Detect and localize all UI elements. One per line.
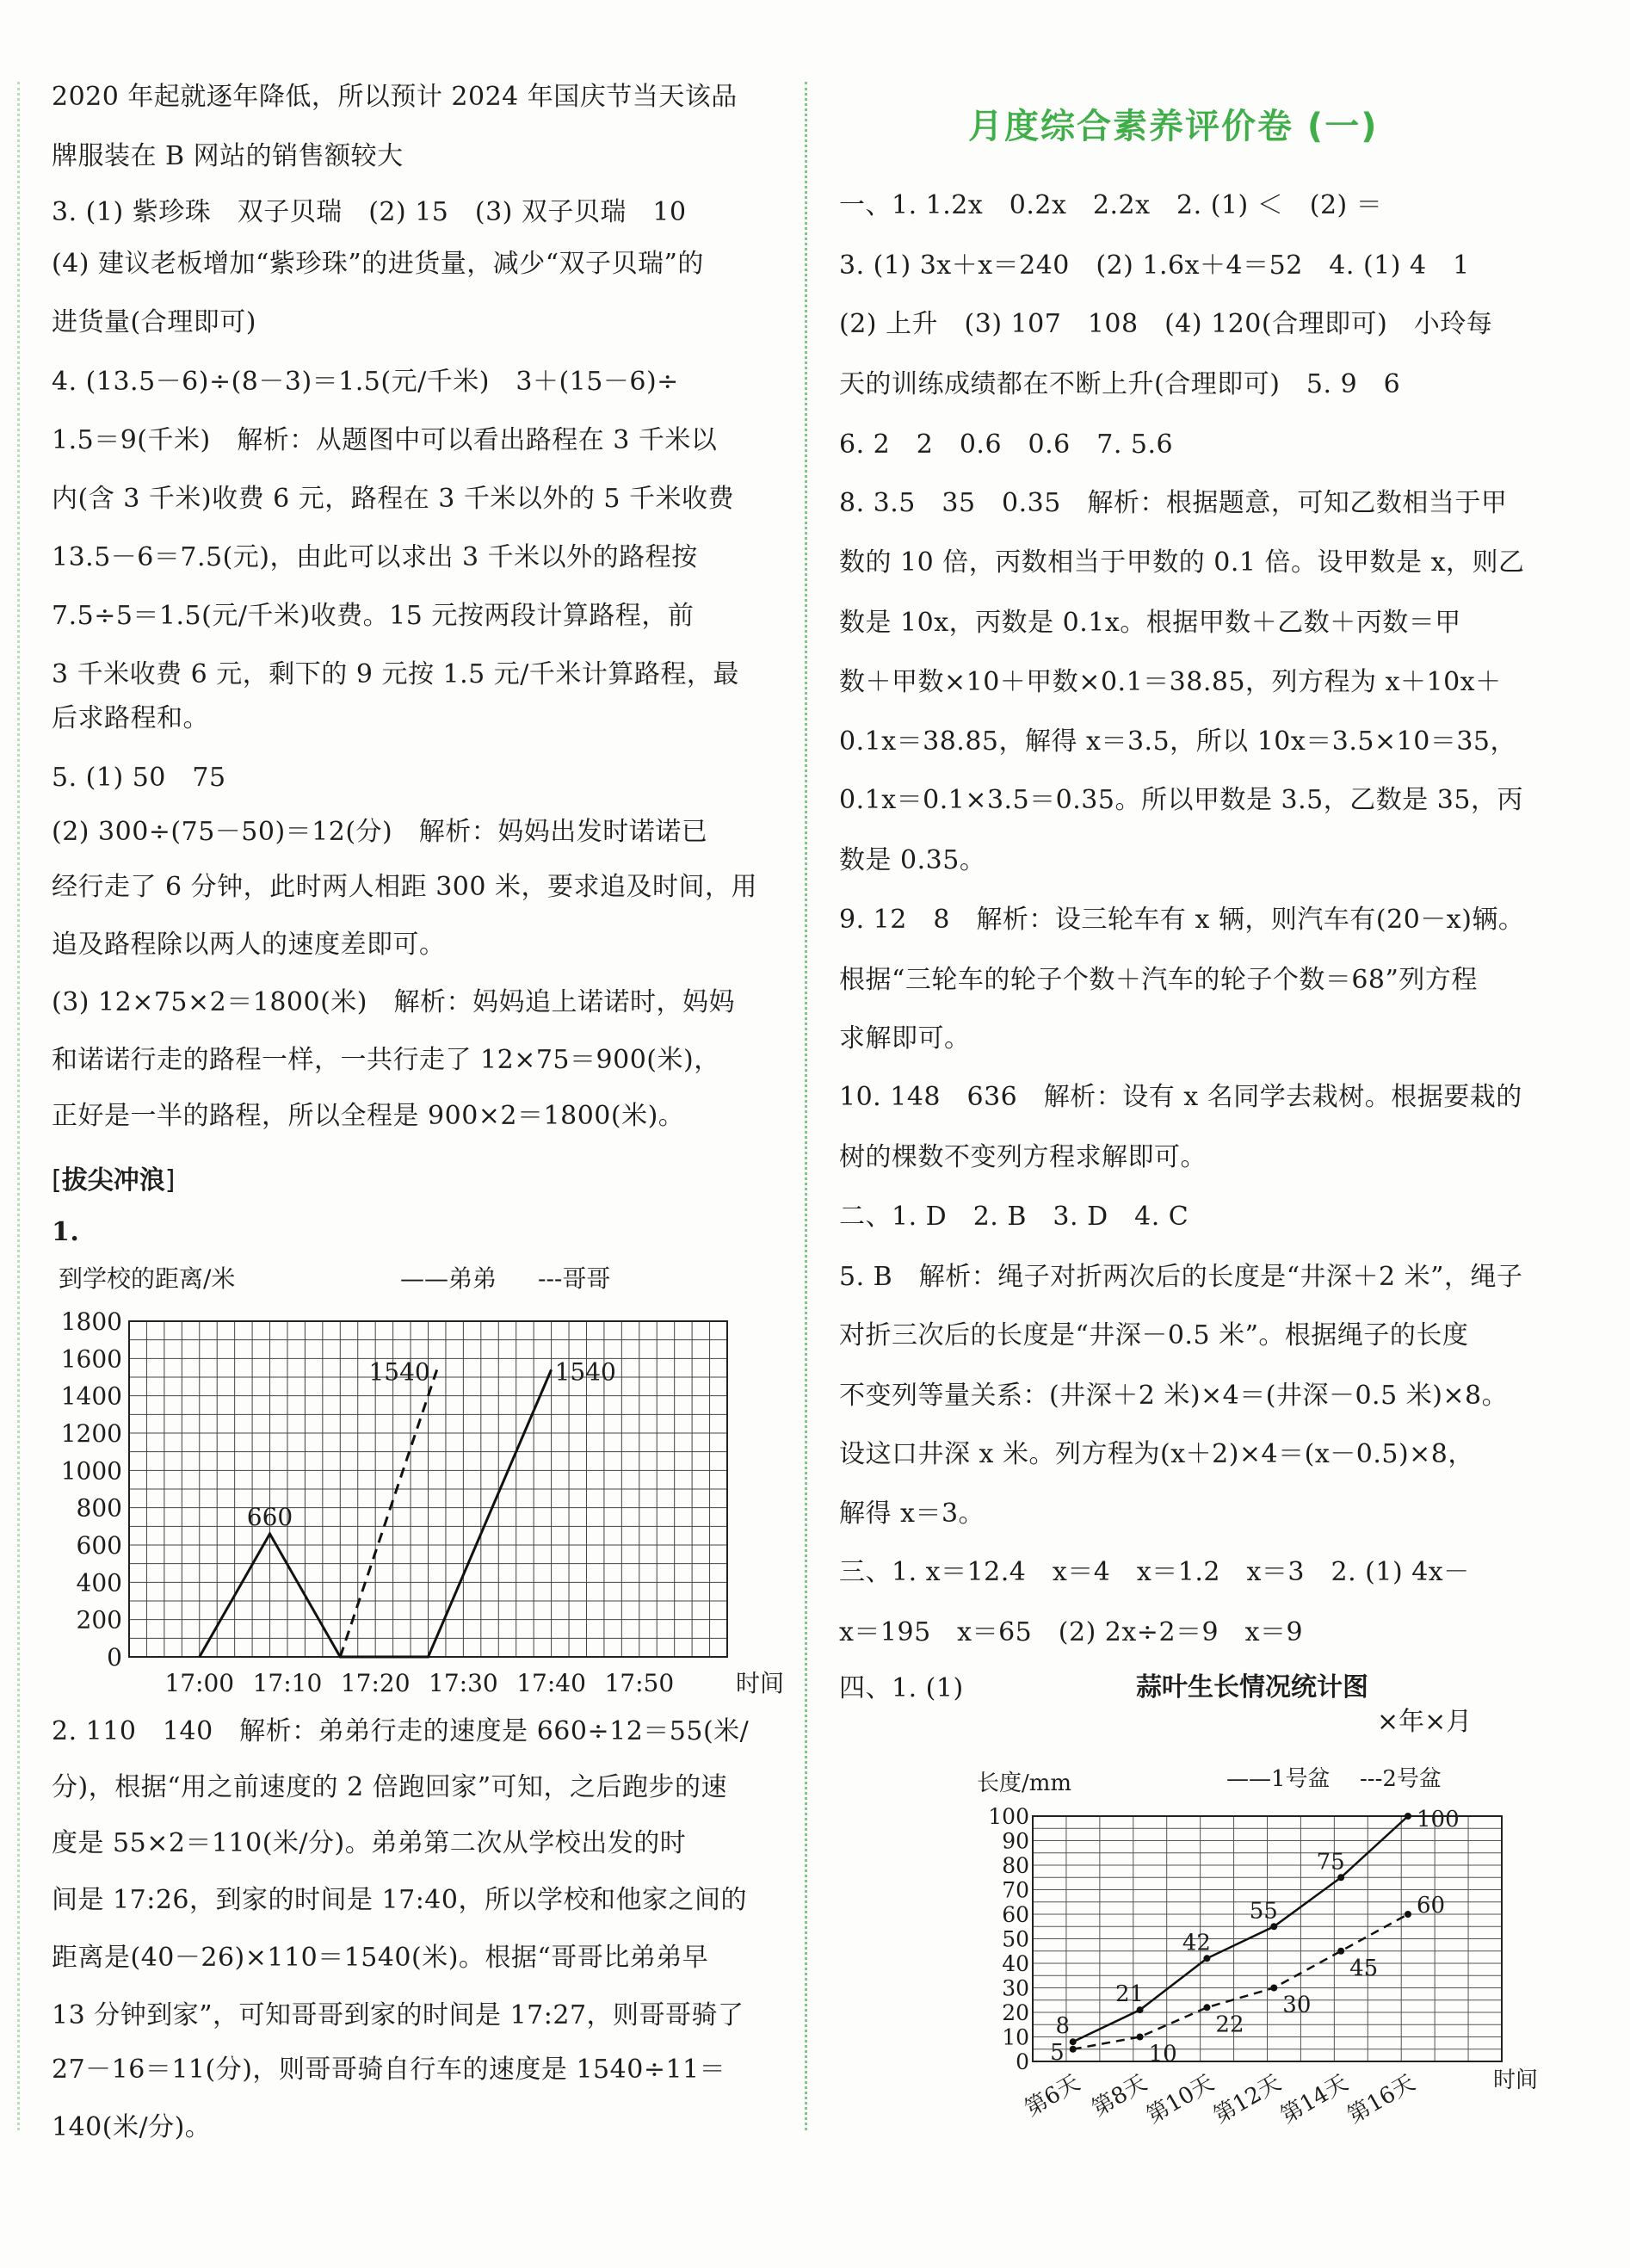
y-tick-label: 80 <box>1002 1853 1029 1878</box>
legend-item: ---哥哥 <box>538 1264 611 1293</box>
text-line: 数＋甲数×10＋甲数×0.1＝38.85，列方程为 x＋10x＋ <box>839 667 1502 697</box>
text-line: 1.5＝9(千米) 解析：从题图中可以看出路程在 3 千米以 <box>52 425 718 455</box>
text-line: 解得 x＝3。 <box>839 1499 985 1529</box>
y-tick-label: 0 <box>1016 2049 1029 2074</box>
data-point <box>1405 1813 1411 1820</box>
text-line: 0.1x＝38.85，解得 x＝3.5，所以 10x＝3.5×10＝35， <box>839 726 1517 757</box>
text-line: x＝195 x＝65 (2) 2x÷2＝9 x＝9 <box>839 1617 1304 1647</box>
data-point <box>1270 1923 1277 1930</box>
text-line: 内(含 3 千米)收费 6 元，路程在 3 千米以外的 5 千米收费 <box>52 484 735 514</box>
text-line: 二、1. D 2. B 3. D 4. C <box>839 1202 1189 1232</box>
data-point <box>1337 1874 1344 1881</box>
text-line: 2020 年起就逐年降低，所以预计 2024 年国庆节当天该品 <box>52 82 738 112</box>
y-tick-label: 1600 <box>60 1344 122 1374</box>
text-line: 9. 12 8 解析：设三轮车有 x 辆，则汽车有(20－x)辆。 <box>839 905 1525 935</box>
data-point <box>1137 2034 1144 2041</box>
garlic-growth-chart <box>968 1665 1562 2130</box>
legend-item: ---2号盆 <box>1360 1766 1442 1792</box>
text-line: 三、1. x＝12.4 x＝4 x＝1.2 x＝3 2. (1) 4x－ <box>839 1557 1470 1587</box>
text-line: 3. (1) 紫珍珠 双子贝瑞 (2) 15 (3) 双子贝瑞 10 <box>52 197 687 227</box>
page-title: 月度综合素养评价卷 (一) <box>968 107 1379 146</box>
x-tick-label: 第6天 <box>1020 2070 1085 2123</box>
x-tick-label: 第8天 <box>1087 2070 1152 2123</box>
text-line: (2) 300÷(75－50)＝12(分) 解析：妈妈出发时诺诺已 <box>52 817 708 847</box>
y-axis-label: 到学校的距离/米 <box>59 1264 236 1293</box>
chart-title: 蒜叶生长情况统计图 <box>1136 1672 1368 1703</box>
data-point <box>1337 1948 1344 1955</box>
item-number: 四、1. (1) <box>839 1673 964 1703</box>
text-line: 对折三次后的长度是“井深－0.5 米”。根据绳子的长度 <box>839 1320 1469 1350</box>
text-line: 数是 0.35。 <box>839 845 986 875</box>
text-line: 牌服装在 B 网站的销售额较大 <box>52 141 404 171</box>
text-line: 5. B 解析：绳子对折两次后的长度是“井深＋2 米”，绳子 <box>839 1262 1523 1292</box>
y-tick-label: 200 <box>76 1605 122 1635</box>
data-label: 660 <box>246 1503 293 1531</box>
data-label: 22 <box>1215 2012 1244 2038</box>
distance-time-chart <box>52 1261 792 1700</box>
x-tick-label: 第14天 <box>1275 2070 1353 2129</box>
y-tick-label: 1000 <box>60 1456 122 1486</box>
y-tick-label: 1200 <box>60 1419 122 1448</box>
text-line: 8. 3.5 35 0.35 解析：根据题意，可知乙数相当于甲 <box>839 488 1508 518</box>
text-line: 根据“三轮车的轮子个数＋汽车的轮子个数＝68”列方程 <box>839 965 1478 995</box>
text-line: 后求路程和。 <box>52 703 209 733</box>
text-line: 3 千米收费 6 元，剩下的 9 元按 1.5 元/千米计算路程，最 <box>52 659 739 689</box>
data-point <box>1203 2004 1210 2011</box>
text-line: 和诺诺行走的路程一样，一共行走了 12×75＝900(米)， <box>52 1045 720 1075</box>
text-line: 不变列等量关系：(井深＋2 米)×4＝(井深－0.5 米)×8。 <box>839 1381 1509 1411</box>
x-tick-label: 17:40 <box>516 1669 586 1697</box>
y-tick-label: 20 <box>1002 2000 1029 2025</box>
x-tick-label: 第12天 <box>1209 2070 1286 2129</box>
x-tick-label: 17:50 <box>604 1669 675 1697</box>
data-point <box>1070 2038 1077 2045</box>
text-line: 27－16＝11(分)，则哥哥骑自行车的速度是 1540÷11＝ <box>52 2055 726 2085</box>
data-label: 5 <box>1050 2039 1065 2066</box>
text-line: 度是 55×2＝110(米/分)。弟弟第二次从学校出发的时 <box>52 1828 687 1858</box>
data-point <box>1405 1911 1411 1918</box>
chart-subtitle: ×年×月 <box>1377 1707 1473 1737</box>
text-line: 追及路程除以两人的速度差即可。 <box>52 930 446 960</box>
data-label: 55 <box>1249 1898 1278 1925</box>
item-number: 1. <box>52 1217 80 1247</box>
x-tick-label: 第16天 <box>1343 2070 1420 2129</box>
section-heading: [拔尖冲浪] <box>52 1165 176 1196</box>
text-line: 10. 148 636 解析：设有 x 名同学去栽树。根据要栽的 <box>839 1082 1522 1112</box>
section-label: 拔尖冲浪 <box>61 1165 165 1196</box>
text-line: 13.5－6＝7.5(元)，由此可以求出 3 千米以外的路程按 <box>52 542 698 572</box>
y-tick-label: 40 <box>1002 1951 1029 1976</box>
text-line: 4. (13.5－6)÷(8－3)＝1.5(元/千米) 3＋(15－6)÷ <box>52 367 679 397</box>
text-line: 间是 17:26，到家的时间是 17:40，所以学校和他家之间的 <box>52 1885 747 1915</box>
y-tick-label: 60 <box>1002 1902 1029 1927</box>
y-axis-label: 长度/mm <box>977 1771 1072 1796</box>
text-line: 天的训练成绩都在不断上升(合理即可) 5. 9 6 <box>839 369 1401 399</box>
data-point <box>1203 1955 1210 1962</box>
text-line: 13 分钟到家”，可知哥哥到家的时间是 17:27，则哥哥骑了 <box>52 2000 744 2030</box>
y-tick-label: 10 <box>1002 2024 1029 2050</box>
text-line: 进货量(合理即可) <box>52 307 256 337</box>
text-line: 数的 10 倍，丙数相当于甲数的 0.1 倍。设甲数是 x，则乙 <box>839 547 1525 578</box>
data-label: 30 <box>1282 1992 1312 2018</box>
text-line: 7.5÷5＝1.5(元/千米)收费。15 元按两段计算路程，前 <box>52 601 695 631</box>
x-axis-label: 时间 <box>736 1669 785 1697</box>
text-line: 3. (1) 3x＋x＝240 (2) 1.6x＋4＝52 4. (1) 4 1 <box>839 250 1470 281</box>
text-line: 6. 2 2 0.6 0.6 7. 5.6 <box>839 429 1174 460</box>
text-line: 0.1x＝0.1×3.5＝0.35。所以甲数是 3.5，乙数是 35，丙 <box>839 785 1523 815</box>
x-axis-label: 时间 <box>1493 2067 1539 2093</box>
data-label: 42 <box>1182 1930 1211 1956</box>
text-line: (3) 12×75×2＝1800(米) 解析：妈妈追上诺诺时，妈妈 <box>52 987 735 1017</box>
x-tick-label: 17:30 <box>429 1669 498 1697</box>
text-line: 距离是(40－26)×110＝1540(米)。根据“哥哥比弟弟早 <box>52 1943 709 1973</box>
y-tick-label: 90 <box>1002 1828 1029 1854</box>
x-tick-label: 17:00 <box>164 1669 235 1697</box>
text-line: 设这口井深 x 米。列方程为(x＋2)×4＝(x－0.5)×8， <box>839 1439 1474 1469</box>
data-label: 21 <box>1115 1981 1145 2008</box>
text-line: 树的棵数不变列方程求解即可。 <box>839 1142 1207 1172</box>
text-line: 经行走了 6 分钟，此时两人相距 300 米，要求追及时间，用 <box>52 872 757 902</box>
data-label: 1540 <box>554 1357 616 1387</box>
text-line: 正好是一半的路程，所以全程是 900×2＝1800(米)。 <box>52 1101 685 1131</box>
data-label: 8 <box>1055 2013 1070 2040</box>
text-line: 140(米/分)。 <box>52 2112 212 2142</box>
data-point <box>1137 2006 1144 2013</box>
legend-item: ——1号盆 <box>1226 1766 1331 1792</box>
series-line-哥哥 <box>340 1369 436 1657</box>
text-line: 2. 110 140 解析：弟弟行走的速度是 660÷12＝55(米/ <box>52 1716 750 1746</box>
y-tick-label: 1400 <box>60 1381 122 1411</box>
data-label: 100 <box>1417 1807 1460 1832</box>
data-label: 45 <box>1349 1955 1379 1981</box>
x-tick-label: 第10天 <box>1142 2070 1219 2129</box>
text-line: 分)，根据“用之前速度的 2 倍跑回家”可知，之后跑步的速 <box>52 1772 728 1802</box>
y-tick-label: 70 <box>1002 1877 1029 1903</box>
y-tick-label: 30 <box>1002 1975 1029 2001</box>
y-tick-label: 0 <box>107 1643 122 1672</box>
text-line: 一、1. 1.2x 0.2x 2.2x 2. (1) ＜ (2) ＝ <box>839 190 1383 220</box>
y-tick-label: 1800 <box>60 1307 122 1336</box>
text-line: 5. (1) 50 75 <box>52 763 226 793</box>
data-point <box>1070 2046 1077 2053</box>
data-point <box>1270 1985 1277 1992</box>
x-tick-label: 17:10 <box>252 1669 323 1697</box>
left-margin-rule <box>17 82 20 2130</box>
data-label: 1540 <box>368 1357 430 1387</box>
series-line-1号盆 <box>1073 1816 1408 2042</box>
y-tick-label: 800 <box>76 1493 122 1523</box>
y-tick-label: 600 <box>76 1531 122 1560</box>
y-tick-label: 50 <box>1002 1926 1029 1952</box>
y-tick-label: 100 <box>988 1804 1029 1829</box>
x-tick-label: 17:20 <box>340 1669 411 1697</box>
text-line: 求解即可。 <box>839 1023 971 1054</box>
text-line: (4) 建议老板增加“紫珍珠”的进货量，减少“双子贝瑞”的 <box>52 249 704 279</box>
data-label: 75 <box>1316 1849 1345 1876</box>
data-label: 60 <box>1417 1893 1446 1919</box>
column-divider <box>805 82 807 2130</box>
text-line: (2) 上升 (3) 107 108 (4) 120(合理即可) 小玲每 <box>839 309 1493 339</box>
y-tick-label: 400 <box>76 1568 122 1597</box>
legend-item: ——弟弟 <box>400 1264 497 1293</box>
data-label: 10 <box>1148 2041 1177 2067</box>
text-line: 数是 10x，丙数是 0.1x。根据甲数＋乙数＋丙数＝甲 <box>839 608 1461 638</box>
